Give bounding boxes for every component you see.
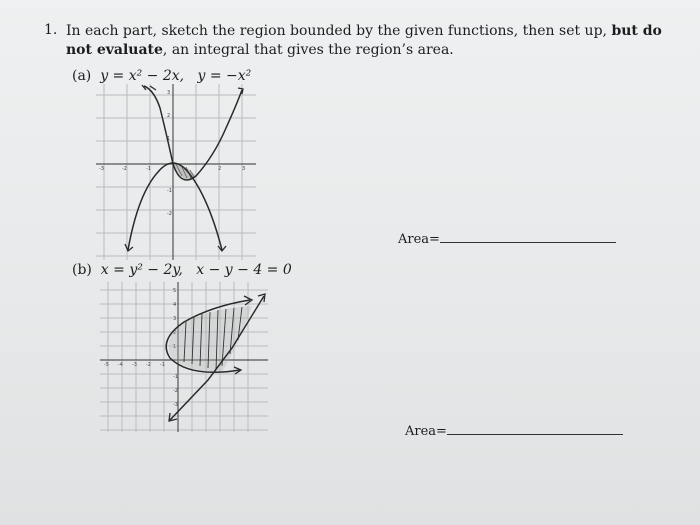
svg-text:-1: -1	[167, 188, 172, 194]
prompt-text: In each part, sketch the region bounded by the given functions, then set up,	[66, 23, 607, 39]
part-a-answer	[398, 232, 616, 247]
svg-text:5: 5	[173, 288, 177, 294]
svg-text:3: 3	[242, 166, 246, 172]
part-a-graph	[96, 84, 256, 260]
part-b-equation-1: x = y² − 2y,	[100, 262, 183, 278]
svg-text:4: 4	[173, 302, 177, 308]
svg-text:2: 2	[167, 113, 171, 119]
svg-text:-4: -4	[118, 362, 123, 368]
part-a-parabola-down	[128, 163, 222, 250]
part-b-answer	[405, 424, 623, 439]
svg-text:-1: -1	[160, 362, 165, 368]
svg-text:-1: -1	[173, 374, 178, 380]
svg-text:-2: -2	[167, 211, 172, 217]
svg-text:-3: -3	[132, 362, 137, 368]
svg-text:-1: -1	[146, 166, 151, 172]
svg-text:-3: -3	[99, 166, 104, 172]
part-a-tick-labels	[99, 90, 245, 217]
svg-text:3: 3	[167, 90, 171, 96]
part-a-equation-2: y = −x²	[197, 68, 252, 84]
part-b-answer-line[interactable]	[447, 433, 623, 435]
part-a-equation-1: y = x² − 2x,	[100, 68, 185, 84]
part-b-label: (b)	[72, 262, 92, 278]
svg-text:1: 1	[167, 136, 171, 142]
svg-text:2: 2	[218, 166, 222, 172]
part-a-header	[72, 68, 251, 84]
part-b-area-label: Area=	[405, 424, 447, 439]
svg-text:-2: -2	[146, 362, 151, 368]
svg-text:2: 2	[173, 330, 177, 336]
part-a-area-label: Area=	[398, 232, 440, 247]
svg-text:-2: -2	[122, 166, 127, 172]
prompt-bold-2: not evaluate	[66, 42, 163, 58]
part-b-equation-2: x − y − 4 = 0	[196, 262, 292, 278]
svg-text:-3: -3	[173, 402, 178, 408]
prompt-bold-1: but do	[611, 23, 662, 39]
part-a-arrows-bottom	[125, 244, 226, 251]
part-b-header	[72, 262, 292, 278]
part-a-label: (a)	[72, 68, 92, 84]
question-number: 1.	[44, 22, 58, 38]
svg-text:-2: -2	[173, 388, 178, 394]
prompt-text-2: , an integral that gives the region’s area.	[162, 42, 454, 58]
question-prompt	[66, 22, 666, 60]
part-b-graph	[100, 282, 268, 432]
svg-text:-5: -5	[104, 362, 109, 368]
part-b-shaded-region	[169, 306, 252, 372]
part-a-parabola-up	[144, 86, 242, 180]
svg-text:1: 1	[173, 344, 177, 350]
svg-text:3: 3	[173, 316, 177, 322]
part-a-answer-line[interactable]	[440, 241, 616, 243]
